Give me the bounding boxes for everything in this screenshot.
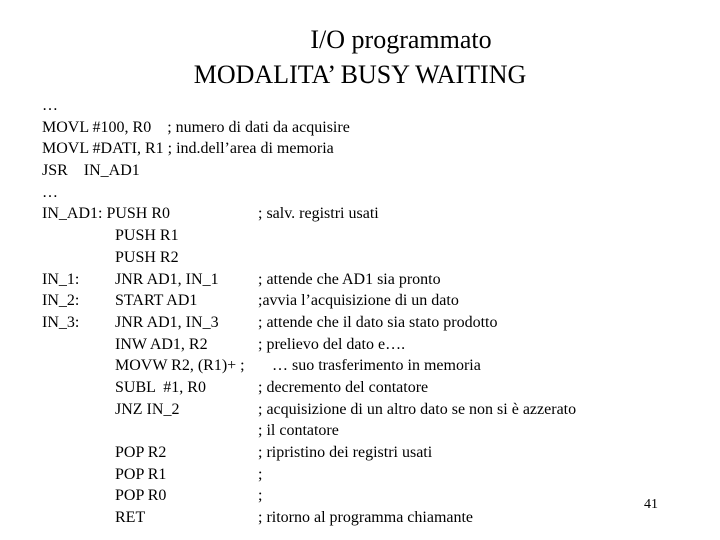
code-row (42, 442, 682, 464)
code-comment: ; attende che AD1 sia pronto (258, 270, 441, 288)
code-comment: ; decremento del contatore (258, 378, 429, 396)
code-instruction: JNZ IN_2 (115, 400, 180, 418)
code-instruction: PUSH R2 (115, 248, 179, 266)
code-row (42, 269, 682, 291)
code-row (42, 247, 682, 269)
code-line-text: JSR IN_AD1 (42, 162, 140, 180)
code-row (42, 485, 682, 507)
code-row (42, 420, 682, 442)
code-row (42, 290, 682, 312)
code-label: IN_2: (42, 292, 80, 310)
code-line (42, 95, 682, 117)
code-line-text: … (42, 183, 58, 201)
code-instruction: RET (115, 509, 146, 527)
code-instruction: POP R2 (115, 444, 167, 461)
code-line-text: MOVL #100, R0 ; numero di dati da acquisire (42, 118, 350, 136)
code-comment: ; attende che il dato sia stato prodotto (258, 313, 498, 331)
code-row (42, 377, 682, 399)
code-comment: … suo trasferimento in memoria (272, 357, 481, 375)
code-line (42, 117, 682, 139)
code-comment: ; (258, 487, 263, 505)
code-comment: ; acquisizione di un altro dato se non si è azzerato (258, 400, 577, 418)
code-comment: ; prelievo del dato e…. (258, 335, 406, 353)
slide-title-line-1 (0, 25, 720, 55)
code-comment: ; ripristino dei registri usati (258, 444, 433, 461)
code-line-text: MOVL #DATI, R1 ; ind.dell’area di memoria (42, 140, 334, 158)
code-row (42, 464, 682, 486)
code-comment: ; salv. registri usati (258, 205, 379, 223)
code-instruction: SUBL #1, R0 (115, 378, 206, 396)
code-row (42, 334, 682, 356)
code-instruction: POP R1 (115, 465, 167, 483)
assembly-code-block (42, 95, 682, 529)
code-row (42, 399, 682, 421)
slide-title-line-2 (0, 60, 720, 90)
code-comment: ; (258, 465, 263, 483)
code-row (42, 225, 682, 247)
code-comment: ; ritorno al programma chiamante (258, 509, 474, 527)
code-instruction: JNR AD1, IN_3 (115, 313, 219, 331)
code-label: IN_AD1: PUSH R0 (42, 205, 171, 223)
code-label: IN_1: (42, 270, 80, 288)
code-instruction: START AD1 (115, 292, 198, 310)
code-line (42, 160, 682, 182)
code-line (42, 138, 682, 160)
code-line-text: … (42, 97, 58, 114)
code-row (42, 507, 682, 529)
code-instruction: POP R0 (115, 487, 167, 505)
code-comment: ;avvia l’acquisizione di un dato (258, 292, 459, 310)
code-instruction: JNR AD1, IN_1 (115, 270, 219, 288)
code-row (42, 203, 682, 225)
code-row (42, 355, 682, 377)
page-number: 41 (644, 497, 658, 512)
code-line (42, 182, 682, 204)
title-line-1-text: I/O programmato (310, 25, 492, 54)
code-instruction: MOVW R2, (R1)+ ; (115, 357, 245, 375)
code-row (42, 312, 682, 334)
code-instruction: INW AD1, R2 (115, 335, 208, 353)
code-comment: ; il contatore (258, 422, 339, 440)
code-label: IN_3: (42, 313, 80, 331)
code-instruction: PUSH R1 (115, 227, 179, 245)
title-line-2-text: MODALITA’ BUSY WAITING (193, 60, 527, 89)
